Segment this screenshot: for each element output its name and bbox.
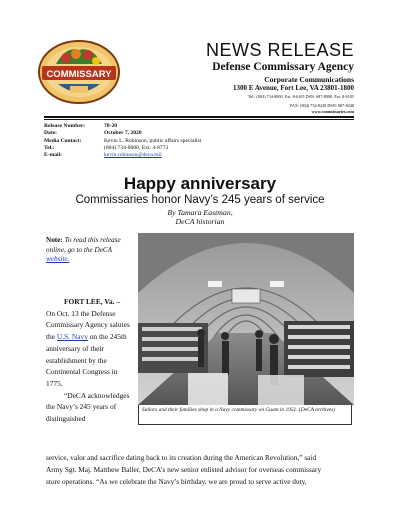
- news-release-title: NEWS RELEASE: [205, 40, 354, 60]
- agency-name: Defense Commissary Agency: [212, 61, 354, 73]
- contact-tel: (804) 734-8000, Ext. 4-8773: [104, 144, 169, 151]
- contact-email-link[interactable]: kevin.robinson@deca.mil: [104, 152, 162, 159]
- media-contact-row: [44, 138, 201, 145]
- byline-author: By Tamara Eastman,: [167, 208, 233, 217]
- office-web[interactable]: www.commissaries.com: [311, 109, 354, 114]
- photo-caption: Sailors and their families shop in a Navy commissary on Guam in 1951. (DeCA archives): [138, 405, 352, 425]
- commissary-logo: [36, 38, 122, 106]
- para2-start: “DeCA acknowledges the Navy’s 245 years of distinguished: [46, 390, 130, 424]
- note-label: Note:: [46, 236, 63, 244]
- date-label: Date:: [44, 130, 58, 137]
- date-row: [44, 130, 201, 137]
- tel-row: [44, 145, 201, 152]
- header-rule-thin: [44, 119, 354, 120]
- office-tel: Tel.: (804) 734-8000, Ext. 8-6105 DSN: 687-8000, Ext. 8-6105: [247, 94, 354, 99]
- release-number-row: [44, 123, 201, 130]
- email-label: E-mail:: [44, 152, 63, 159]
- tel-label: Tel.:: [44, 144, 55, 151]
- release-number-label: Release Number:: [44, 123, 86, 129]
- header-rule-thick: [44, 116, 354, 118]
- body-line-3: store operations. “As we celebrate the Navy’s birthday, we are proud to serve active duty,: [46, 477, 307, 486]
- para1-end: on the 245th anniversary of their establishment by the Continental Congress in 1775.: [46, 332, 127, 388]
- online-note: [46, 236, 132, 265]
- website-link[interactable]: website.: [46, 255, 70, 263]
- historical-commissary-photo: [138, 233, 354, 405]
- us-navy-link[interactable]: U.S. Navy: [56, 332, 88, 342]
- article-byline: [0, 209, 400, 226]
- release-metadata: [44, 123, 201, 159]
- office-fax: FAX: (804) 734-8248 DSN: 687-8248: [289, 103, 354, 108]
- byline-role: DeCA historian: [175, 216, 225, 226]
- article-left-column: [46, 296, 134, 425]
- article-subhead: Commissaries honor Navy’s 245 years of service: [75, 194, 325, 206]
- body-line-1: service, valor and sacrifice dating back to its creation during the American Revolution,” said: [46, 453, 317, 462]
- release-date: October 7, 2020: [104, 130, 142, 137]
- note-text: To read this release online, go to the DeCA: [46, 236, 121, 254]
- body-line-2: Army Sgt. Maj. Matthew Baller, DeCA’s new senior enlisted advisor for overseas commissary: [46, 465, 322, 474]
- para1-start: On Oct. 13 the Defense Commissary Agency salutes the: [46, 308, 130, 342]
- media-contact-label: Media Contact:: [44, 137, 82, 144]
- media-contact: Kevin L. Robinson, public affairs specialist: [104, 137, 202, 144]
- office-address: 1300 E Avenue, Fort Lee, VA 23801-1800: [233, 84, 354, 92]
- article-headline: Happy anniversary: [123, 174, 277, 193]
- article-body-full: [46, 452, 358, 488]
- email-row: [44, 152, 201, 159]
- article-dateline: FORT LEE, Va. –: [64, 297, 121, 306]
- logo-text: COMMISSARY: [46, 69, 112, 80]
- release-number: 70-20: [104, 123, 118, 129]
- office-name: Corporate Communications: [264, 75, 354, 84]
